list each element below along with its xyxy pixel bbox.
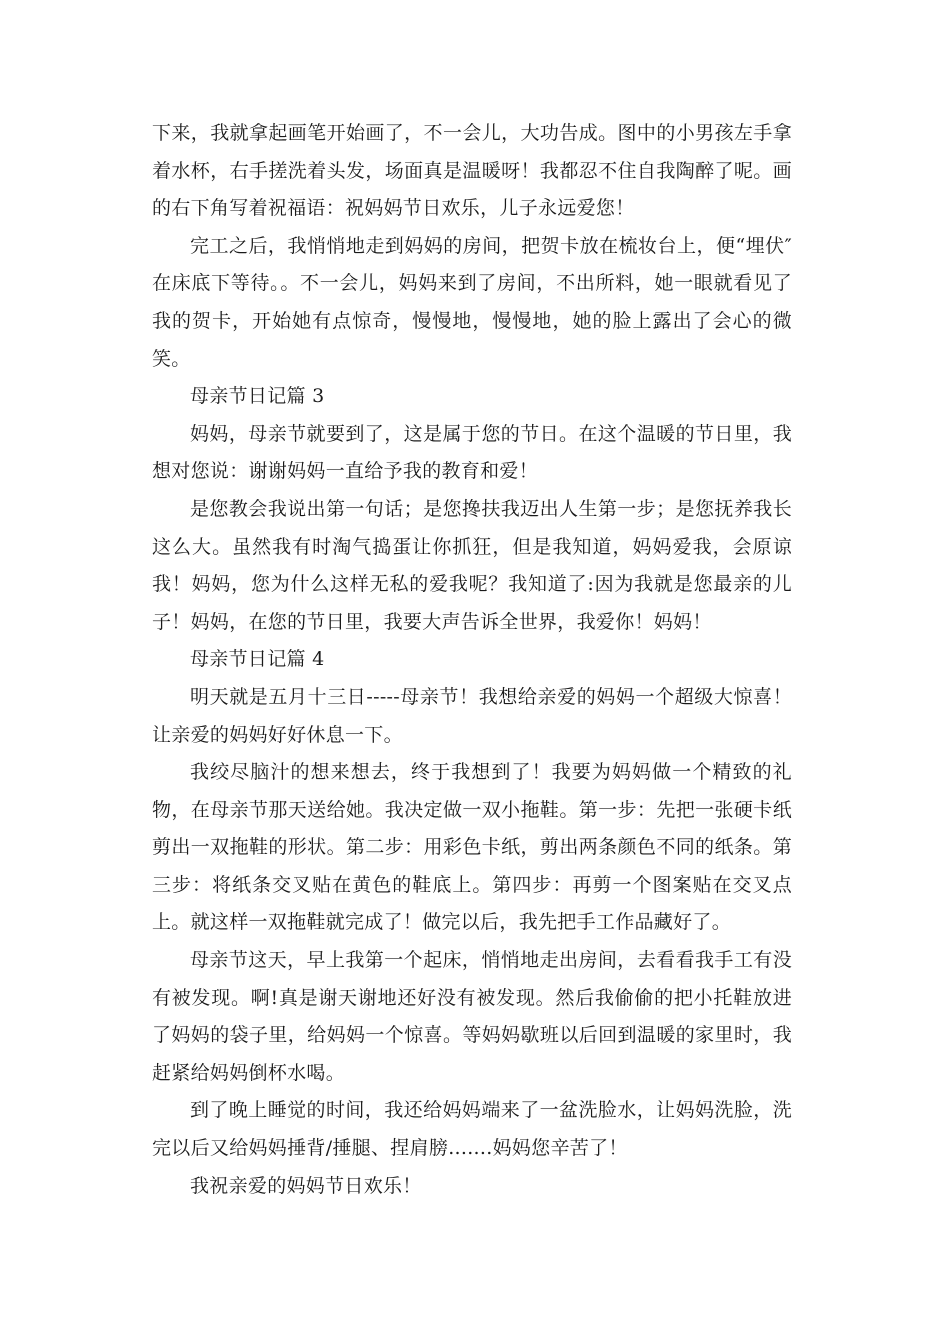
paragraph-greeting-card-ambush: 完工之后，我悄悄地走到妈妈的房间，把贺卡放在梳妆台上，便“埋伏″在床底下等待。。不一会儿，妈妈来到了房间，不出所料，她一眼就看见了我的贺卡，开始她有点惊奇，慢慢地，慢慢地，她的脸上露出了会心的微笑。 <box>152 234 792 370</box>
paragraph-evening-care: 到了晚上睡觉的时间，我还给妈妈端来了一盆洗脸水，让妈妈洗脸，洗完以后又给妈妈捶背/捶腿、捏肩膀.......妈妈您辛苦了！ <box>152 1099 792 1160</box>
paragraph-mothers-day-intro: 妈妈，母亲节就要到了，这是属于您的节日。在这个温暖的节日里，我想对您说：谢谢妈妈一直给予我的教育和爱！ <box>152 422 792 483</box>
paragraph-surprise-plan: 明天就是五月十三日-----母亲节！我想给亲爱的妈妈一个超级大惊喜！让亲爱的妈妈好好休息一下。 <box>152 685 792 746</box>
article-body <box>152 115 792 1205</box>
paragraph-closing-wish: 我祝亲爱的妈妈节日欢乐！ <box>190 1174 422 1197</box>
paragraph-mothers-day-morning: 母亲节这天，早上我第一个起床，悄悄地走出房间，去看看我手工有没有被发现。啊!真是谢天谢地还好没有被发现。然后我偷偷的把小托鞋放进了妈妈的袋子里，给妈妈一个惊喜。等妈妈歇班以后回到温暖的家里时，我赶紧给妈妈倒杯水喝。 <box>152 949 792 1084</box>
section-heading-3: 母亲节日记篇 3 <box>190 385 325 408</box>
paragraph-continuation: 下来，我就拿起画笔开始画了，不一会儿，大功告成。图中的小男孩左手拿着水杯，右手搓洗着头发，场面真是温暖呀！我都忍不住自我陶醉了呢。画的右下角写着祝福语：祝妈妈节日欢乐，儿子永远爱您！ <box>152 122 792 220</box>
section-heading-4: 母亲节日记篇 4 <box>190 648 325 671</box>
paragraph-slipper-craft: 我绞尽脑汁的想来想去，终于我想到了！我要为妈妈做一个精致的礼物，在母亲节那天送给她。我决定做一双小拖鞋。第一步：先把一张硬卡纸剪出一双拖鞋的形状。第二步：用彩色卡纸，剪出两条颜色不同的纸条。第三步：将纸条交叉贴在黄色的鞋底上。第四步：再剪一个图案贴在交叉点上。就这样一双拖鞋就完成了！做完以后，我先把手工作品藏好了。 <box>152 761 792 934</box>
paragraph-gratitude: 是您教会我说出第一句话；是您搀扶我迈出人生第一步；是您抚养我长这么大。虽然我有时淘气捣蛋让你抓狂，但是我知道，妈妈爱我，会原谅我！妈妈，您为什么这样无私的爱我呢？我知道了:因为我就是您最亲的儿子！妈妈，在您的节日里，我要大声告诉全世界，我爱你！妈妈！ <box>152 497 792 633</box>
